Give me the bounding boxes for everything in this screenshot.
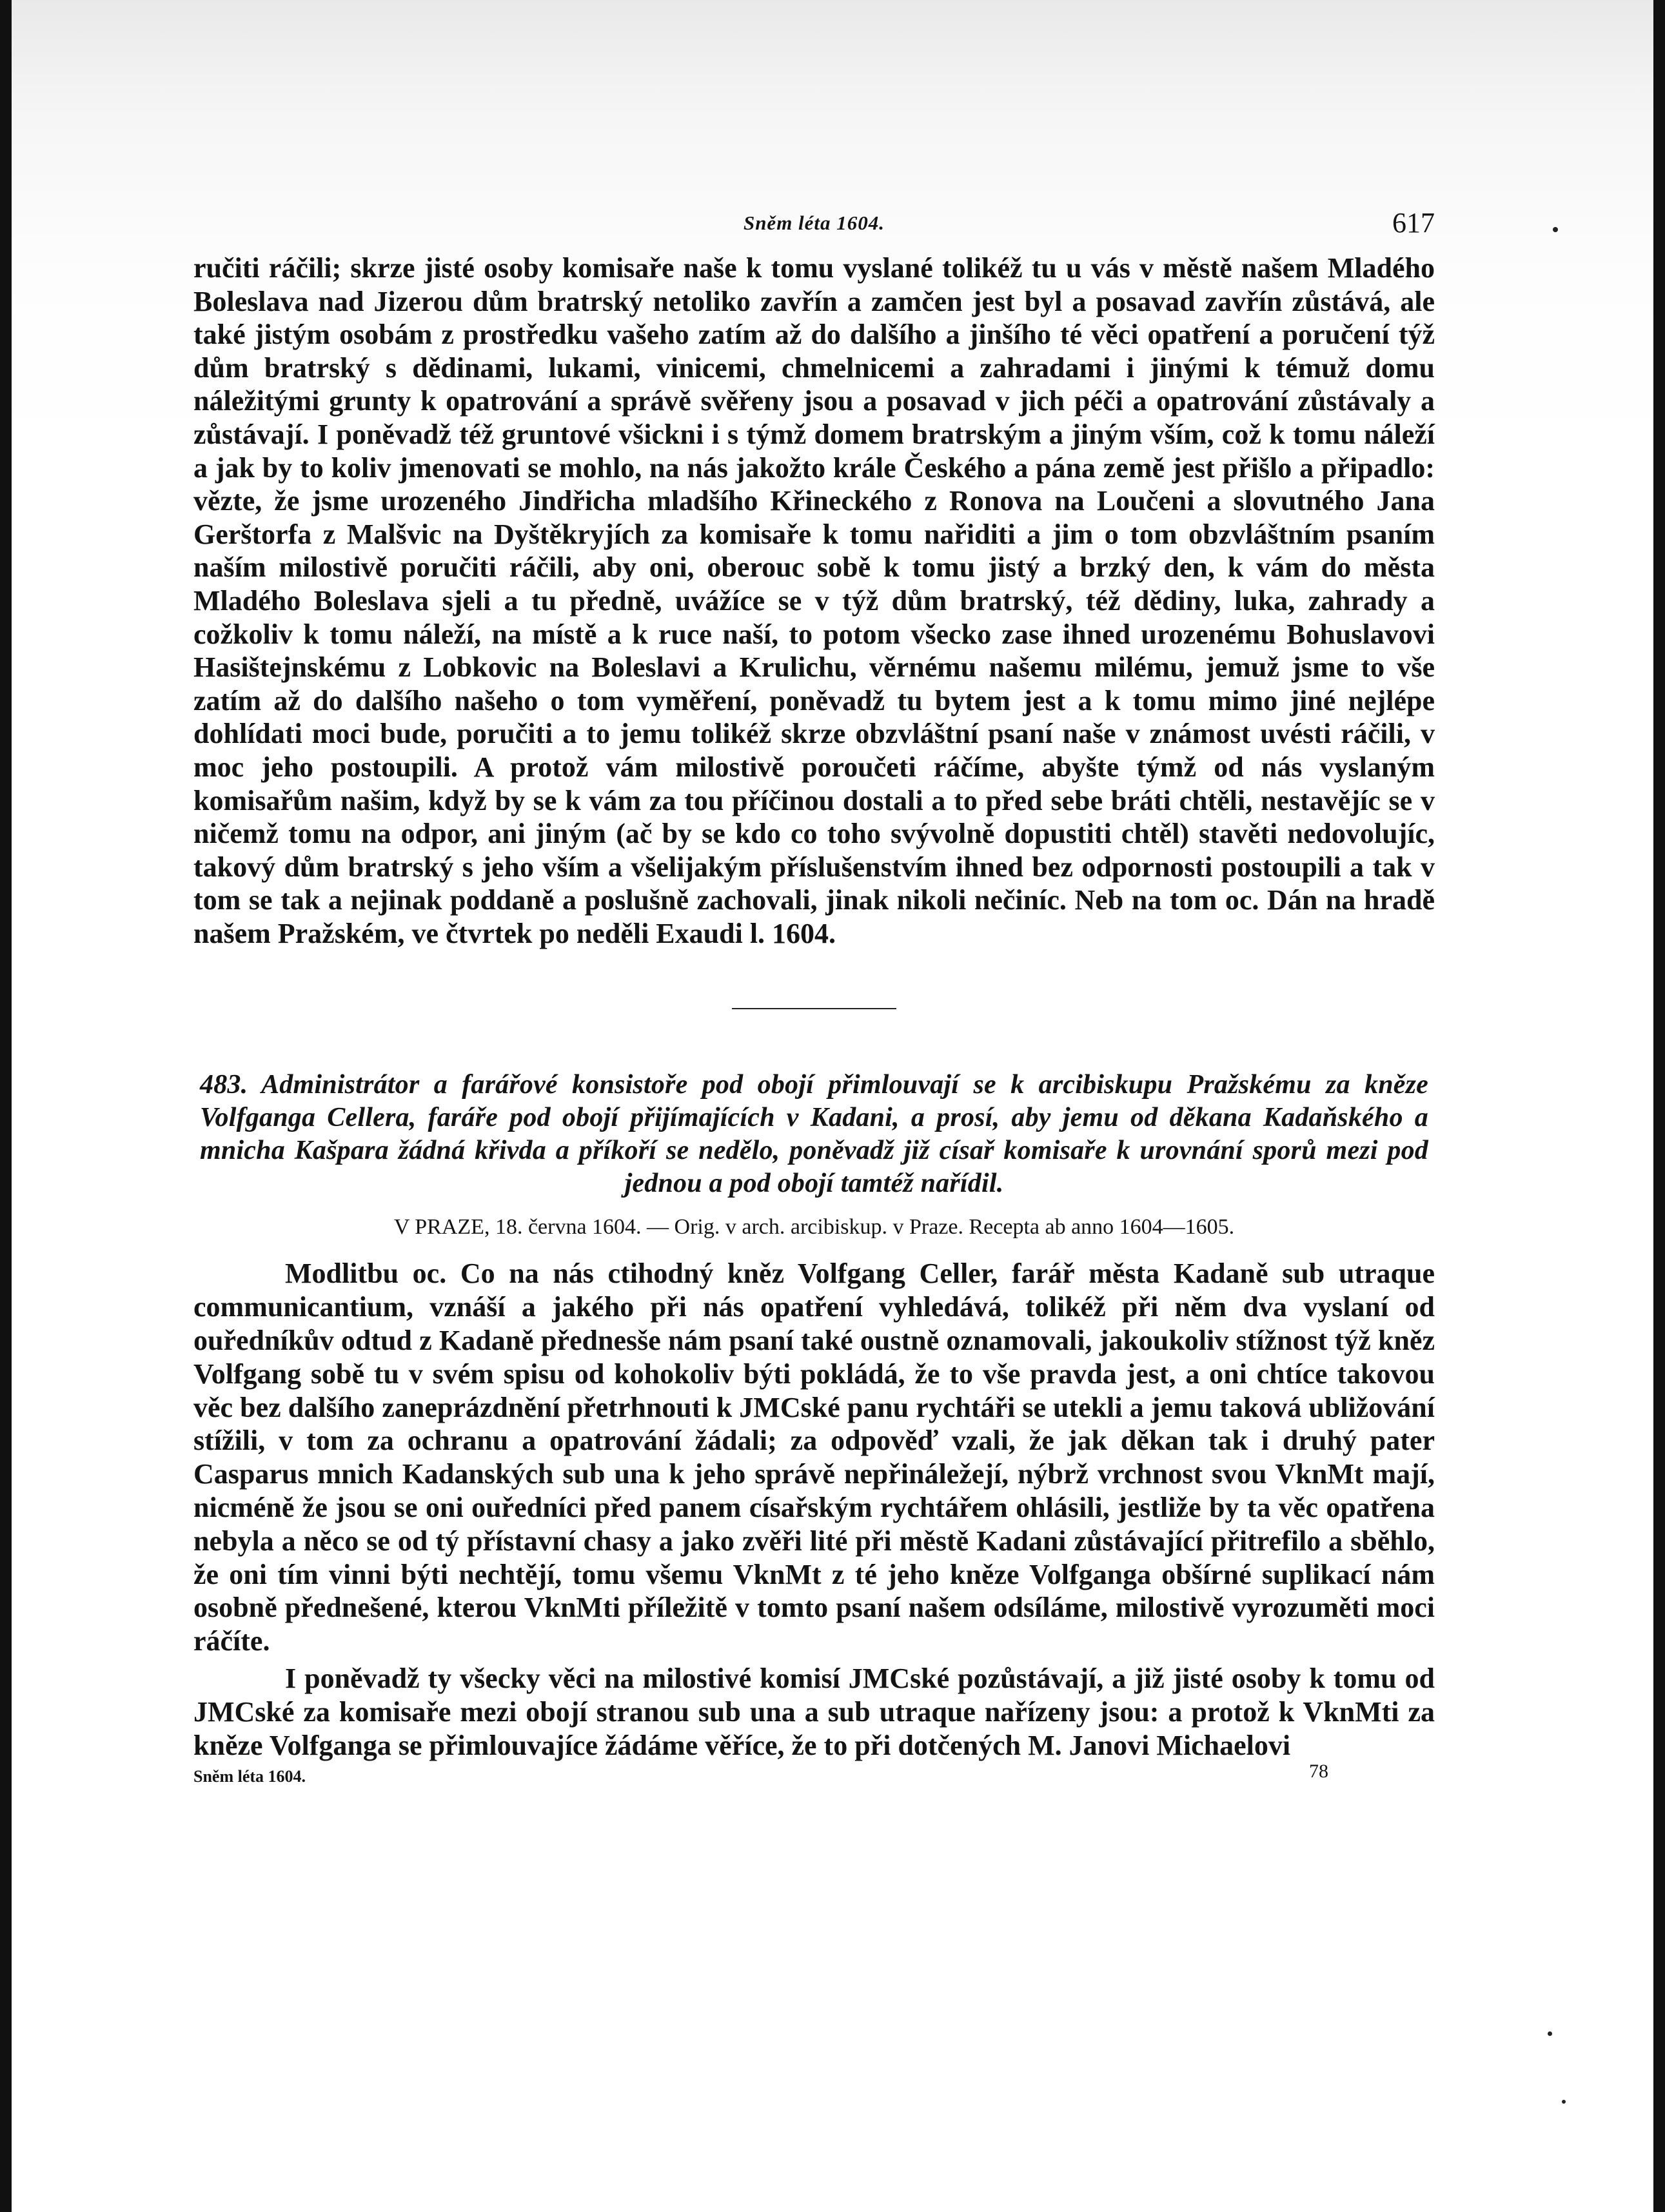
source-line: V PRAZE, 18. června 1604. — Orig. v arch. arcibiskup. v Praze. Recepta ab anno 1604—1605.: [393, 1215, 1235, 1239]
running-header: [193, 206, 1435, 252]
footer-signature: Sněm léta 1604.: [193, 1767, 306, 1786]
body-paragraph-2: I poněvadž ty všecky věci na milostivé komisí JMCské pozůstávají, a již jisté osoby k tomu od JMCské za komisaře mezi obojí stranou sub una a sub utraque nařízeny jsou: a protož k VknMti za kněze Volfganga se přimlouvajíce žádáme věříce, že to při dotčených M. Janovi Michaelovi: [193, 1663, 1435, 1761]
section-divider: [732, 1008, 896, 1009]
document-heading: [200, 1069, 1428, 1200]
dust-speck: [1548, 2031, 1552, 2036]
dust-speck: [1553, 227, 1558, 232]
document-body: [193, 1257, 1435, 1762]
document-heading-text: Administrátor a farářové konsistoře pod obojí přimlouvají se k arcibiskupu Pražskému za kněze Volfganga Cellera, faráře pod obojí přijímajících v Kadani, a prosí, aby jemu od děkana Kadaňského a mnicha Kašpara žádná křivda a příkoří se nedělo, poněvadž již císař komisaře k urovnání sporů mezi pod jednou a pod obojí tamtéž nařídil.: [200, 1070, 1428, 1199]
body-paragraph-1: Modlitbu oc. Co na nás ctihodný kněz Volfgang Celler, farář města Kadaně sub utraque communicantium, vznáší a jakého při nás opatření vyhledává, tolikéž při něm dva vyslaní od ouředníkův odtud z Kadaně přednesše nám psaní také oustně oznamovali, jakoukoliv stížnost týž kněz Volfgang sobě tu v svém spisu od kohokoliv býti pokládá, že to vše pravda jest, a oni chtíce takovou věc bez dalšího zaneprázdnění přetrhnouti k JMCské panu rychtáři se utekli a jemu taková ubližování stížili, v tom za ochranu a opatrování žádali; za odpověď vzali, že jak děkan tak i druhý pater Casparus mnich Kadanských sub una k jeho správě nepřináležejí, nýbrž vrchnost svou VknMt mají, nicméně že jsou se oni ouředníci před panem císařským rychtářem ohlásili, jestliže by ta věc opatřena nebyla a něco se od tý přístavní chasy a jako zvěři lité při městě Kadani zůstávající přitrefilo a sběhlo, že oni tím vinni býti nechtějí, tomu všemu VknMt z té jeho kněze Volfganga obšírné suplikací nám osobně přednešené, kterou VknMti příležitě v tomto psaní našem odsíláme, milostivě vyrozuměti moci ráčíte.: [193, 1258, 1435, 1657]
page-number: 617: [1392, 207, 1435, 239]
document-page: [193, 206, 1435, 1803]
page-footer: [193, 1761, 1435, 1803]
footer-sheet-number: 78: [1309, 1761, 1328, 1782]
dust-speck: [1562, 2100, 1566, 2104]
letter-continued-text: ručiti ráčili; skrze jisté osoby komisaře naše k tomu vyslané tolikéž tu u vás v městě našem Mladého Boleslava nad Jizerou dům bratrský netoliko zavřín a zamčen jest byl a posavad zavřín zůstává, ale také jistým osobám z prostředku vašeho zatím až do dalšího a jinšího té věci opatření a poručení týž dům bratrský s dědinami, lukami, vinicemi, chmelnicemi a zahradami i jinými k témuž domu náležitými grunty k opatrování a správě svěřeny jsou a posavad v jich péči a opatrování zůstávaly a zůstávají. I poněvadž též gruntové všickni i s týmž domem bratrským a jiným vším, což k tomu náleží a jak by to koliv jmenovati se mohlo, na nás jakožto krále Českého a pána země jest přišlo a připadlo: vězte, že jsme urozeného Jindřicha mladšího Křineckého z Ronova na Loučeni a slovutného Jana Gerštorfa z Malšvic na Dyštěkryjích za komisaře k tomu nařiditi a jim o tom obzvláštním psaním naším milostivě poručiti ráčili, aby oni, oberouc sobě k tomu jistý a brzký den, k vám do města Mladého Boleslava sjeli a tu předně, uvážíce se v týž dům bratrský, též dědiny, luka, zahrady a cožkoliv k tomu náleží, na místě a k ruce naší, to potom všecko zase ihned urozenému Bohuslavovi Hasištejnskému z Lobkovic na Boleslavi a Krulichu, věrnému našemu milému, jemuž jsme to vše zatím až do dalšího našeho o tom vyměření, poněvadž tu bytem jest a k tomu mimo jiné nejlépe dohlídati moci bude, poručiti a to jemu tolikéž skrze obzvláštní psaní naše v známost uvésti ráčili, v moc jeho postoupili. A protož vám milostivě poroučeti ráčíme, abyšte týmž od nás vyslaným komisařům našim, když by se k vám za tou příčinou dostali a to před sebe bráti chtěli, nestavějíc se v ničemž tomu na odpor, ani jiným (ač by se kdo co toho svývolně dopustiti chtěl) stavěti nedovolujíc, takový dům bratrský s jeho vším a všelijakým příslušenstvím ihned bez odpornosti postoupili a tak v tom se tak a nejinak poddaně a poslušně zachovali, jinak nikoli nečiníc. Neb na tom oc. Dán na hradě našem Pražském, ve čtvrtek po neděli Exaudi l. 1604.: [193, 252, 1435, 949]
scan-edge-left: [0, 0, 12, 2212]
document-number: 483.: [200, 1070, 248, 1100]
running-title: Sněm léta 1604.: [743, 212, 885, 234]
scan-edge-right: [1653, 0, 1665, 2212]
